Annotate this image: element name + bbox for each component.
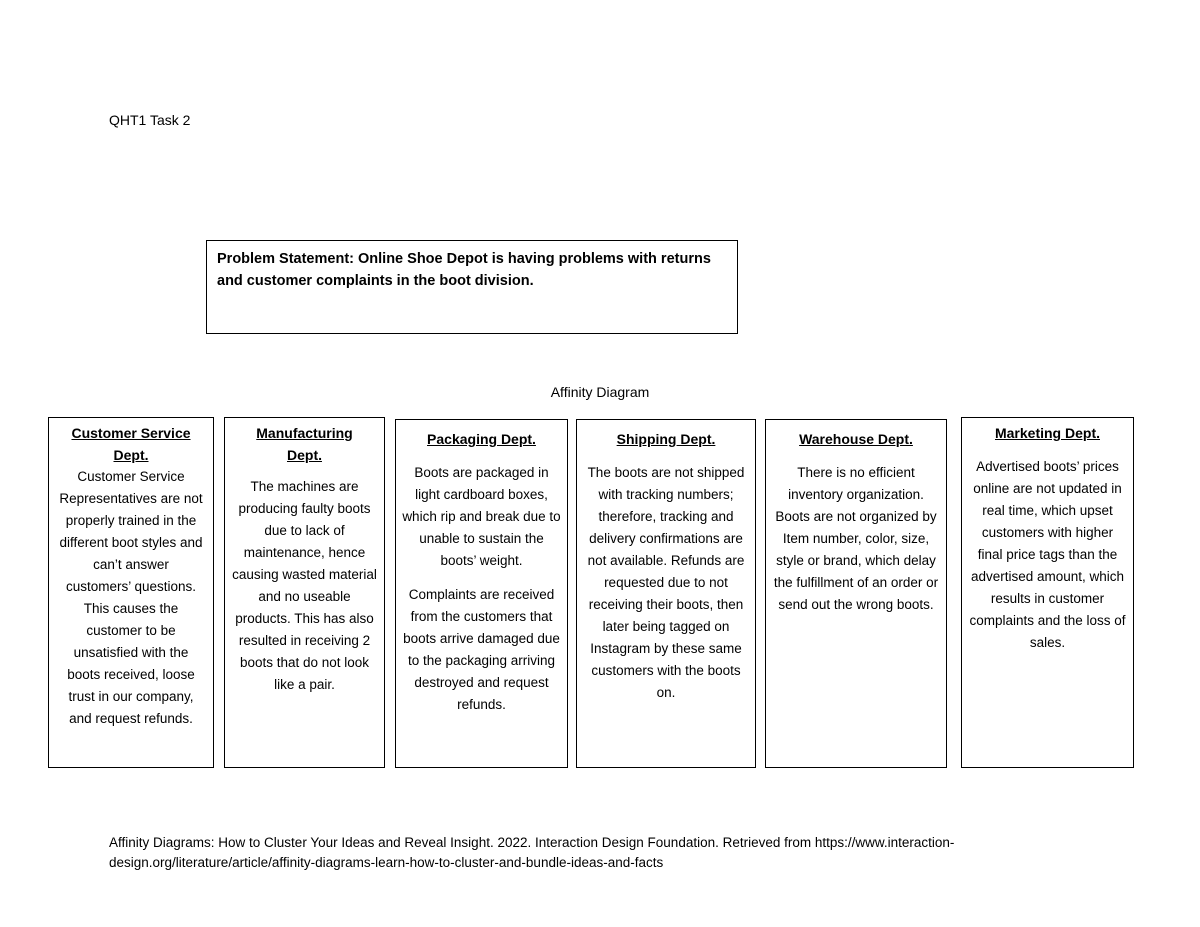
citation: Affinity Diagrams: How to Cluster Your Ideas and Reveal Insight. 2022. Interaction Design Foundation. Retrieved from https://www.interaction-design.org/literature/article/affinity-diagrams-learn-how-to-cluster-and-bundle-ideas-and-facts [109,835,955,870]
dept-heading: Warehouse Dept. [799,431,913,447]
problem-statement-text: Problem Statement: Online Shoe Depot is having problems with returns and customer complaints in the boot division. [217,251,711,289]
dept-text: Boots are packaged in light cardboard boxes, which rip and break due to unable to sustain the boots’ weight. [402,465,561,568]
document-header: QHT1 Task 2 [109,112,191,128]
dept-customer-service [48,417,214,768]
problem-statement-box [206,240,738,334]
dept-heading: Shipping Dept. [616,431,716,447]
dept-heading: Packaging Dept. [427,431,536,447]
dept-heading: Manufacturing Dept. [256,425,353,463]
dept-text: There is no efficient inventory organization. Boots are not organized by Item number, color, size, style or brand, which delay the fulfillment of an order or send out the wrong boots. [773,465,939,612]
dept-shipping [576,419,756,768]
dept-marketing [961,417,1134,768]
dept-text-secondary: Complaints are received from the customers that boots arrive damaged due to the packaging arriving destroyed and request refunds. [403,587,560,712]
dept-text: Customer Service Representatives are not properly trained in the different boot styles and can’t answer customers’ questions. This causes the customer to be unsatisfied with the boots received, loose trust in our company, and request refunds. [59,469,203,726]
dept-heading: Customer Service Dept. [71,425,191,463]
dept-warehouse [765,419,947,768]
diagram-title: Affinity Diagram [550,384,650,400]
dept-text: The machines are producing faulty boots due to lack of maintenance, hence causing wasted material and no useable products. This has also resulted in receiving 2 boots that do not look like a pair. [232,479,377,692]
dept-text: The boots are not shipped with tracking numbers; therefore, tracking and delivery confirmations are not available. Refunds are requested due to not receiving their boots, then later being tagged on Instagram by these same customers with the boots on. [587,465,745,700]
dept-text: Advertised boots’ prices online are not updated in real time, which upset customers with higher final price tags than the advertised amount, which results in customer complaints and the loss of sales. [969,459,1126,650]
dept-heading: Marketing Dept. [994,425,1100,441]
dept-packaging [395,419,568,768]
dept-manufacturing [224,417,385,768]
